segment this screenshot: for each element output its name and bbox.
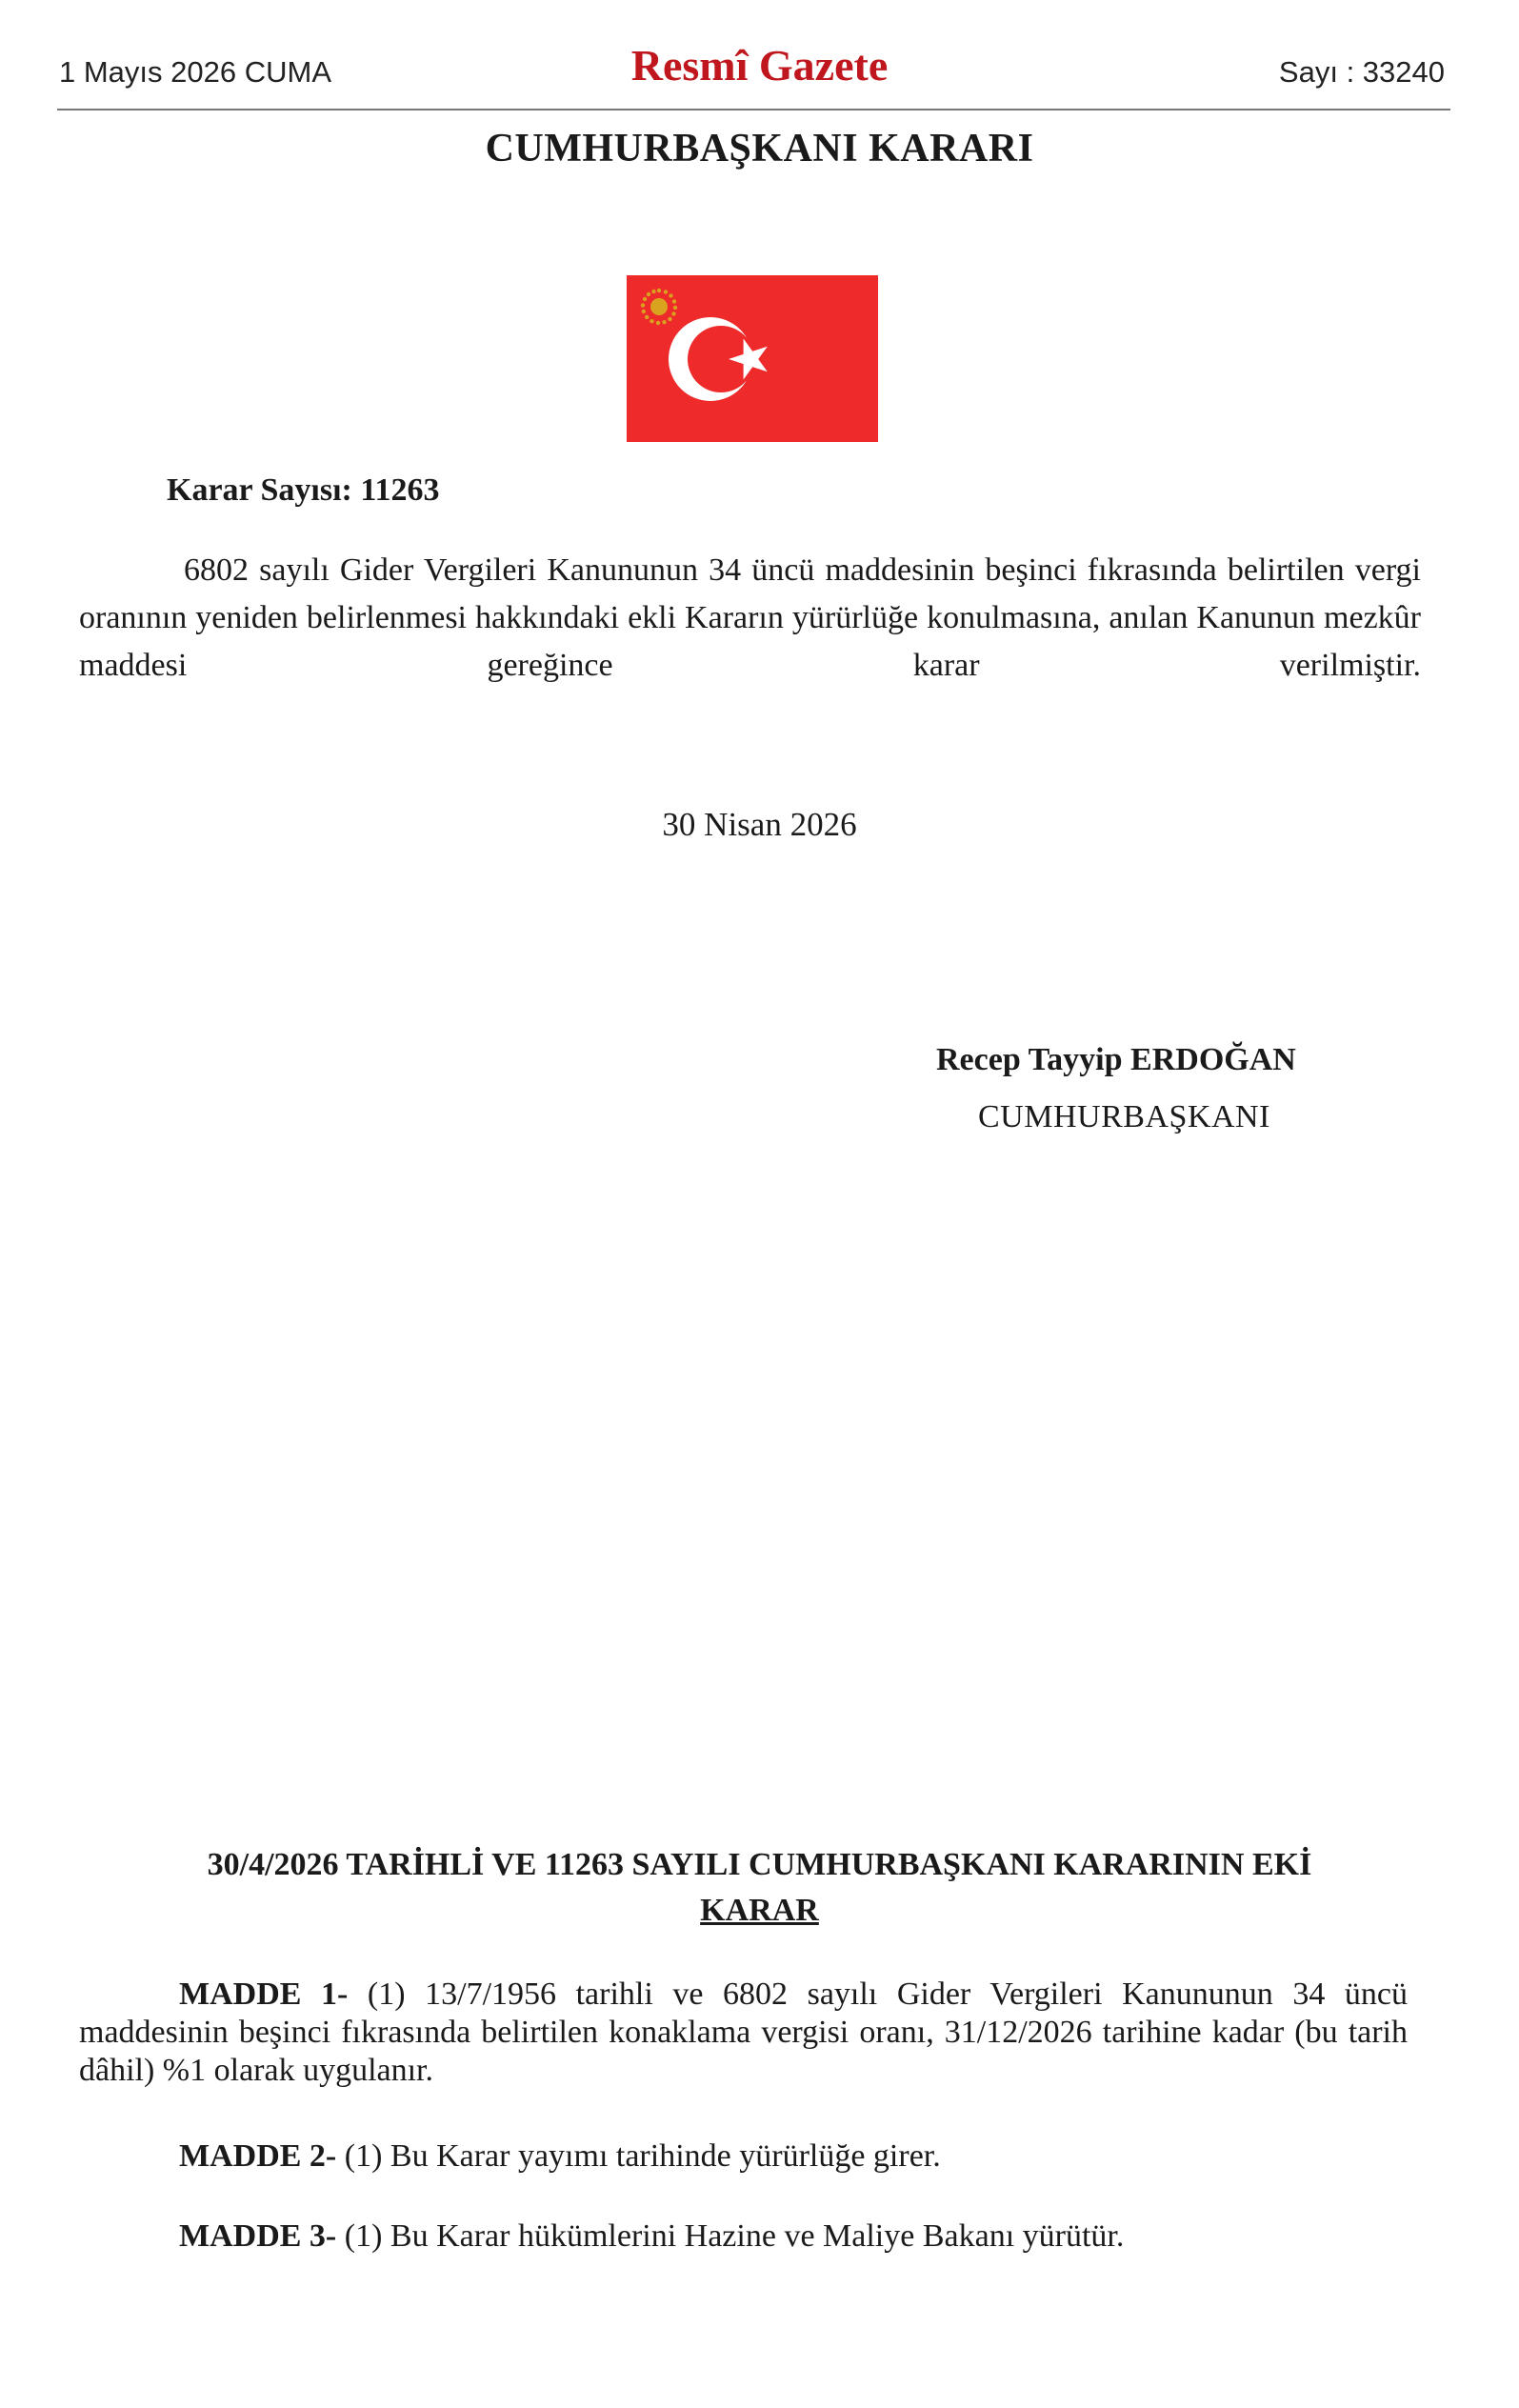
decision-intro-paragraph: 6802 sayılı Gider Vergileri Kanununun 34 üncü maddesinin beşinci fıkrasında belirtilen vergi oranının yeniden belirlenmesi hakkındaki ekli Kararın yürürlüğe konulmasına, anılan Kanunun mezkûr maddesi gereğince karar verilmiştir.	[79, 552, 1421, 683]
article-2	[79, 2137, 1408, 2176]
article-label: MADDE 3-	[179, 2218, 337, 2254]
issue-number: Sayı : 33240	[1278, 55, 1445, 89]
turkish-flag-icon	[627, 275, 878, 442]
annex-title-line2: KARAR	[700, 1893, 819, 1928]
article-text: (1) Bu Karar hükümlerini Hazine ve Maliye Bakanı yürütür.	[344, 2218, 1125, 2254]
article-text: (1) 13/7/1956 tarihli ve 6802 sayılı Gider Vergileri Kanununun 34 üncü maddesinin beşinci fıkrasında belirtilen konaklama vergisi oranı, 31/12/2026 tarihine kadar (bu tarih dâhil) %1 olarak uygulanır.	[79, 1977, 1408, 2088]
header-divider	[57, 109, 1450, 110]
document-type-heading: CUMHURBAŞKANI KARARI	[485, 127, 1034, 171]
decision-number: Karar Sayısı: 11263	[167, 472, 440, 508]
article-label: MADDE 1-	[179, 1977, 349, 2012]
article-3	[79, 2217, 1408, 2256]
article-label: MADDE 2-	[179, 2138, 337, 2174]
gazette-title: Resmî Gazete	[630, 41, 889, 90]
article-1	[79, 1976, 1408, 2090]
header-date: 1 Mayıs 2026 CUMA	[59, 55, 331, 89]
annex-title-line1: 30/4/2026 TARİHLİ VE 11263 SAYILI CUMHURBAŞKANI KARARININ EKİ	[207, 1847, 1312, 1882]
article-text: (1) Bu Karar yayımı tarihinde yürürlüğe girer.	[344, 2138, 941, 2174]
decision-date: 30 Nisan 2026	[662, 806, 857, 843]
annex-title	[0, 1842, 1519, 1934]
signer-title: CUMHURBAŞKANI	[978, 1099, 1270, 1134]
signer-name: Recep Tayyip ERDOĞAN	[936, 1042, 1296, 1077]
